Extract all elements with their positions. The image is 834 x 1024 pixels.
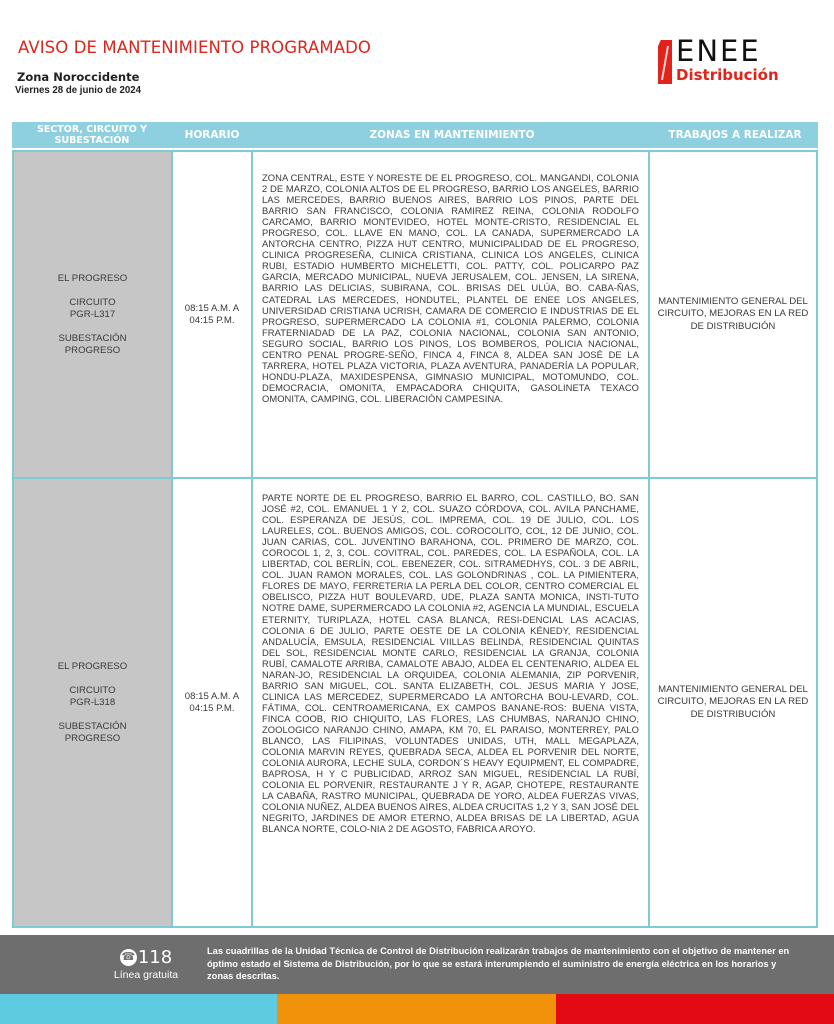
phone-label: Línea gratuita [113,969,179,981]
circuito-label: CIRCUITO [69,684,116,696]
horario-end: 04:15 P.M. [189,314,235,326]
subestacion-name: PROGRESO [64,344,121,356]
logo-name: ENEE [676,34,761,68]
table-header [12,122,818,148]
logo-subtitle: Distribución [676,66,779,84]
column-header-zonas: ZONAS EN MANTENIMIENTO [369,128,535,141]
horario-start: 08:15 A.M. A [184,302,240,314]
enee-logo [658,34,806,86]
column-header-horario: HORARIO [184,128,240,141]
trabajos-cell [648,152,818,477]
date-label: Viernes 28 de junio de 2024 [15,84,142,96]
trabajos-text: MANTENIMIENTO GENERAL DEL CIRCUITO, MEJORAS EN LA RED DE DISTRIBUCIÓN [657,683,809,720]
column-header-trabajos: TRABAJOS A REALIZAR [668,128,802,141]
zonas-cell [251,479,648,926]
circuito-code: PGR-L317 [69,308,116,320]
stripe-blue [0,994,277,1024]
phone-icon: ☎ [120,949,137,966]
horario-end: 04:15 P.M. [189,702,235,714]
stripe-red [556,994,834,1024]
sector-name: EL PROGRESO [57,660,128,672]
horario-cell [171,152,251,477]
table-row [12,477,818,928]
zonas-cell [251,152,648,477]
trabajos-text: MANTENIMIENTO GENERAL DEL CIRCUITO, MEJORAS EN LA RED DE DISTRIBUCIÓN [657,295,809,332]
column-header-sector: SECTOR, CIRCUITO Y SUBESTACIÓN [36,124,148,146]
sector-name: EL PROGRESO [57,272,128,284]
logo-mark-icon [658,40,672,84]
notice-text: Las cuadrillas de la Unidad Técnica de Control de Distribución realizarán trabajos de mantenimiento con el objetivo de mantener en óptimo estado el Sistema de Distribución, por lo que se estará interumpiendo el suministro de energía eléctrica en los horarios y zonas descritas. [207,946,790,981]
circuito-label: CIRCUITO [69,296,116,308]
subestacion-label: SUBESTACIÓN [58,332,127,344]
page-title: AVISO DE MANTENIMIENTO PROGRAMADO [18,38,372,57]
subestacion-label: SUBESTACIÓN [58,720,127,732]
horario-start: 08:15 A.M. A [184,690,240,702]
hotline [108,947,184,981]
zone-label: Zona Noroccidente [17,70,140,84]
horario-cell [171,479,251,926]
trabajos-cell [648,479,818,926]
circuito-code: PGR-L318 [69,696,116,708]
table-row [12,150,818,477]
footer-notice [0,935,834,994]
sector-cell [12,479,171,926]
zonas-text: PARTE NORTE DE EL PROGRESO, BARRIO EL BARRO, COL. CASTILLO, BO. SAN JOSÉ #2, COL. EMANUEL 1 Y 2, COL. SUAZO CÓRDOVA, COL. AVILA PANCHAME, COL. ESPERANZA DE JESÚS, COL. IMPREMA, COL. 19 DE JULIO, COL. LOS LAURELES, COL. BUENOS AMIGOS, COL. COROCOLITO, COL, 12 DE JUNIO, COL. JUAN CARIAS, COL. JUVENTINO BARAHONA, COL. PRIMERO DE MARZO, COL. COROCOL 1, 2, 3, COL. COVITRAL, COL. PAREDES, COL. LA ESPAÑOLA, COL. LA LIBERTAD, COL BERLÍN, COL. EBENEZER, COL. SITRAMEDHYS, COL. 3 DE ABRIL, COL. JUAN RAMON MORALES, COL. LAS GOLONDRINAS , COL. LA PIMIENTERA, FLORES DE MAYO, FERRETERIA LA PERLA DEL COLOR, CENTRO COMERCIAL EL OBELISCO, PIZZA HUT BOULEVARD, UDE, PLAZA SANTA MONICA, INSTI-TUTO NOTRE DAME, SUPERMERCADO LA COLONIA #2, AGENCIA LA MUNDIAL, ESCUELA ETERNITY, TURIPLAZA, HOTEL CASA BLANCA, RESI-DENCIAL LAS ACACIAS, COLONIA 6 DE JULIO, PARTE OESTE DE LA COLONIA KÉNEDY, RESIDENCIAL ANDALUCÍA, EMSULA, RESIDENCIAL VIILLAS BELINDA, RESIDENCIAL QUINTAS DEL SOL, RESIDENCIAL MONTE CARLO, RESIDENCIAL LA GRANJA, COLONIA RUBÍ, CAMALOTE ARRIBA, CAMALOTE ABAJO, ALDEA EL CENTENARIO, ALDEA EL NARAN-JO, RESIDENCIAL LA ORQUIDEA, COLONIA ALEMANIA, ZIP PORVENIR, BARRIO SAN MIGUEL, COL. SANTA ELIZABETH, COL. JESUS MARIA Y JOSE, CLINICA LAS MERCEDEZ, SUPERMERCADO LA ANTORCHA BOU-LEVARD, COL. FÁTIMA, COL. CENTROAMERICANA, EX CAMPOS BANANE-ROS: BUENA VISTA, FINCA COOB, RIO CHIQUITO, LAS FLORES, LAS CHUMBAS, NARANJO CHINO, ZOOLOGICO NARANJO CHINO, AMAPA, KM 70, EL PARAISO, MONTERREY, PALO BLANCO, LAS FILIPINAS, VOLUNTADES UNIDAS, UTH, MALL MEGAPLAZA, COLONIA MARVIN REYES, QUEBRADA SECA, ALDEA EL PORVENIR DEL NORTE, COLONIA AURORA, LECHE SULA, CORDON´S HEAVY EQUIPMENT, EL COMPADRE, BAPROSA, H Y C PUBLICIDAD, ARROZ SAN MIGUEL, RESIDENCIAL LA RUBÍ, COLONIA EL PORVENIR, RESTAURANTE J Y R, AGAP, CHOTEPE, RESTAURANTE LA CABAÑA, RASTRO MUNICIPAL, QUEBRADA DE YORO, ALDEA FUERZAS VIVAS, COLONIA NUÑEZ, ALDEA BUENOS AIRES, ALDEA CRUCITAS 1,2 Y 3, SAN JOSÉ DEL NEGRITO, JARDINES DE AMOR ETERNO, ALDEA BRISAS DE LA LIBERTAD, AGUA BLANCA NORTE, COLO-NIA 2 DE AGOSTO, FABRICA AROYO. [262,492,639,835]
phone-number: 118 [137,947,173,968]
subestacion-name: PROGRESO [64,732,121,744]
zonas-text: ZONA CENTRAL, ESTE Y NORESTE DE EL PROGRESO, COL. MANGANDI, COLONIA 2 DE MARZO, COLONIA ALTOS DE EL PROGRESO, BARRIO LOS ANGELES, BARRIO LAS MERCEDES, BARRIO BUENOS AIRES, BARRIO LOS PINOS, PARTE DEL BARRIO SAN FRANCISCO, COLONIA RAMIREZ REINA, COLONIA RODOLFO CARCAMO, BARRIO MONTEVIDEO, HOTEL MONTE-CRISTO, RESIDENCIAL EL PROGRESO, COL. LLAVE EN MANO, COL. LA CANADA, SUPERMERCADO LA ANTORCHA CENTRO, PIZZA HUT CENTRO, MUNICIPALIDAD DE EL PROGRESO, CLINICA PROGRESEÑA, CLINICA CRISTIANA, CLINICA LOS ANGELES, CLINICA RUBI, ESTADIO HUMBERTO MICHELETTI, COL. PATTY, COL. POLICARPO PAZ GARCIA, MERCADO MUNICIPAL, NUEVA JERUSALEM, COL. JENSEN, LA SIRENA, BARRIO LAS DELICIAS, SUBIRANA, COL. BRISAS DEL ULÚA, BO. CABA-ÑAS, CATEDRAL LAS MERCEDES, HONDUTEL, PLANTEL DE ENEE LOS ANGELES, UNIVERSIDAD CRISTIANA UCRISH, CAMARA DE COMERCIO E INDUSTRIAS DE EL PROGRESO, SUPERMERCADO LA COLONIA #1, COLONIA PALERMO, COLONIA FRATERNIADAD DE LA PAZ, COLONIA NACIONAL, COLONIA SAN ANTONIO, SEGURO SOCIAL, BARRIO LOS PINOS, LOS BOMBEROS, POLICIA NACIONAL, CENTRO PENAL PROGRE-SEÑO, FINCA 4, FINCA 8, ALDEA SAN JOSÉ DE LA TARRERA, HOTEL PLAZA VICTORIA, PLAZA AVENTURA, PANADERÍA LA POPULAR, HONDU-PLAZA, MAXIDESPENSA, GIMNASIO MUNICIPAL, MOTOMUNDO, COL. DEMOCRACIA, OMONITA, EMPACADORA CHIQUITA, GASOLINETA TEXACO OMONITA, CAMPING, COL. LIBERACIÓN CAMPESINA. [262,172,639,404]
stripe-orange [277,994,556,1024]
sector-cell [12,152,171,477]
